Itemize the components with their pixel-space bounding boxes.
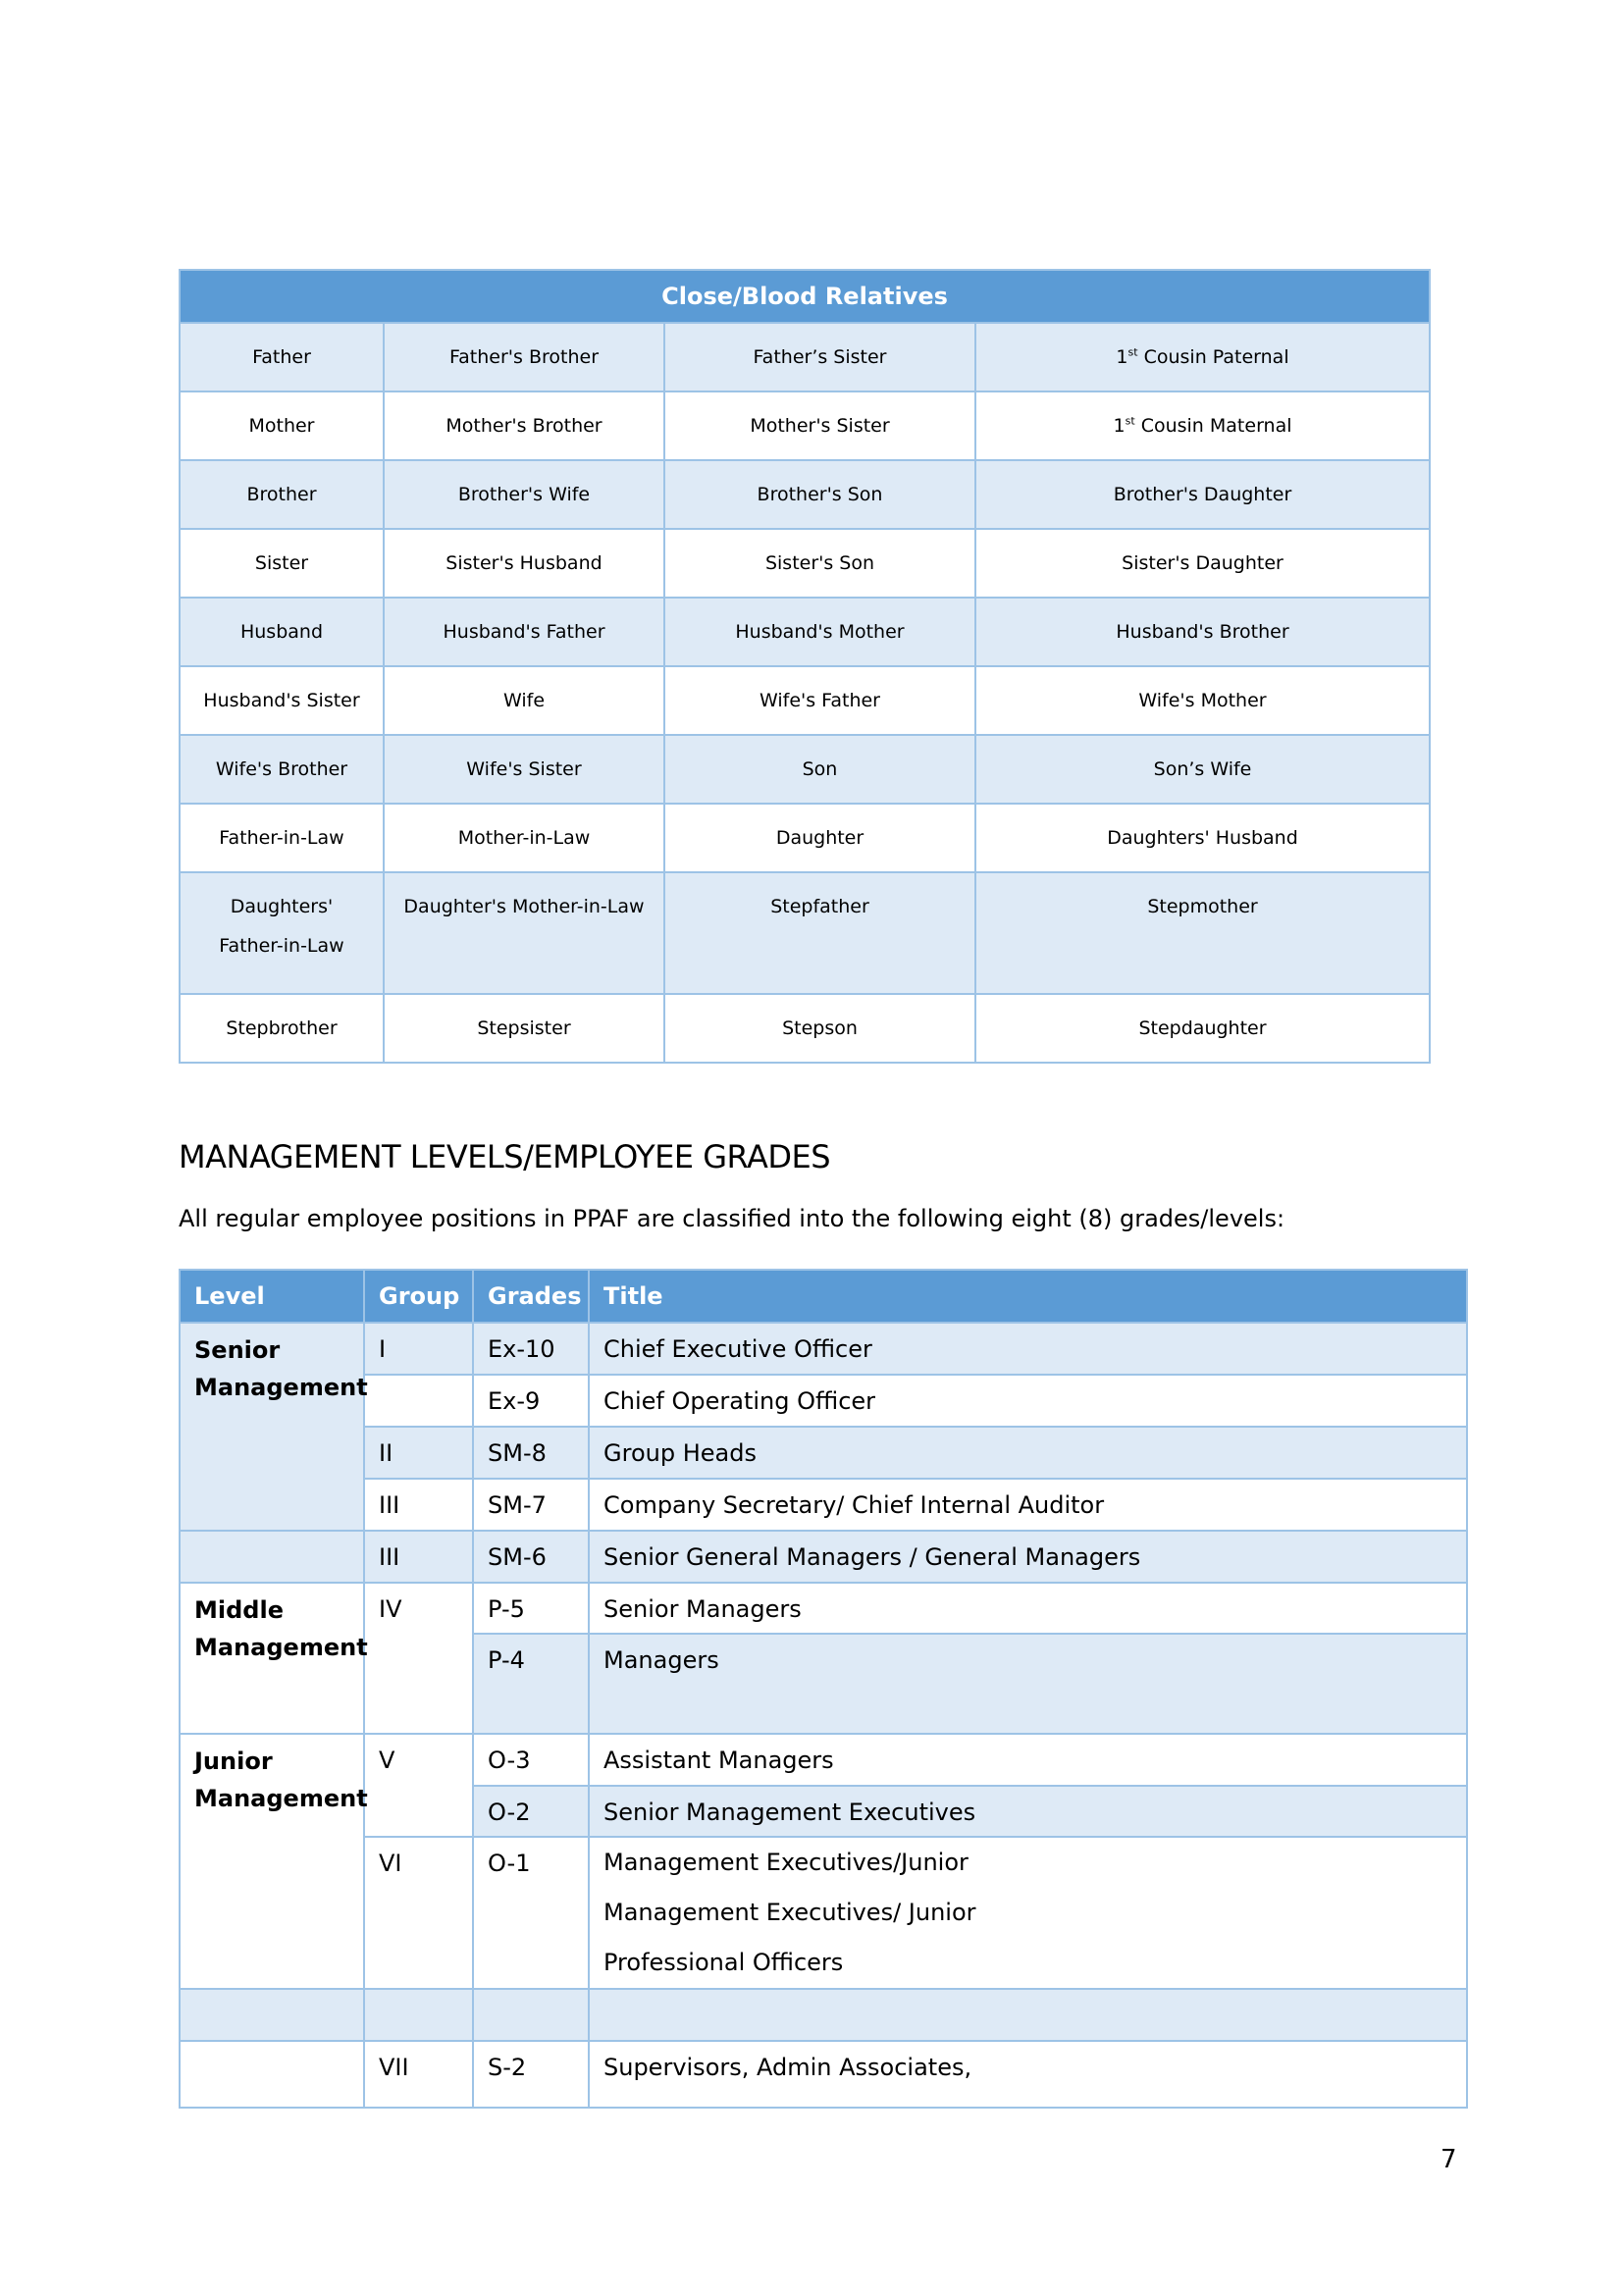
- table-cell: [975, 391, 1430, 460]
- table-header-row: [180, 1270, 1467, 1323]
- level-label: Management: [194, 1374, 368, 1401]
- title-line: Professional Officers: [603, 1949, 844, 1976]
- table-cell: Father's Brother: [384, 323, 664, 391]
- superscript: st: [1125, 414, 1135, 428]
- column-header-group: Group: [364, 1270, 473, 1323]
- table-cell: Sister's Son: [664, 529, 975, 598]
- table-cell: Mother-in-Law: [384, 804, 664, 872]
- table-cell: Husband's Father: [384, 598, 664, 666]
- group-cell: V: [364, 1734, 473, 1837]
- table-cell: Stepbrother: [180, 994, 384, 1063]
- page-number: 7: [1441, 2145, 1457, 2174]
- table-cell: Stepmother: [975, 872, 1430, 994]
- title-cell: Group Heads: [589, 1427, 1467, 1479]
- table-cell: [180, 872, 384, 994]
- table-row: [180, 804, 1430, 872]
- title-cell: Chief Executive Officer: [589, 1323, 1467, 1375]
- title-cell: Supervisors, Admin Associates,: [589, 2041, 1467, 2108]
- title-cell: Managers: [589, 1634, 1467, 1734]
- table-row: [180, 598, 1430, 666]
- table-row: [180, 1531, 1467, 1583]
- level-label: Management: [194, 1634, 368, 1661]
- grade-cell: SM-8: [473, 1427, 589, 1479]
- title-line: Management Executives/ Junior: [603, 1899, 976, 1926]
- level-cell-senior: [180, 1323, 368, 1531]
- table-cell: [975, 323, 1430, 391]
- intro-paragraph: All regular employee positions in PPAF are classified into the following eight (8) grades/levels:: [179, 1205, 1285, 1232]
- level-cell: [180, 1989, 364, 2041]
- grade-cell: SM-7: [473, 1479, 589, 1531]
- group-cell: II: [364, 1427, 473, 1479]
- level-cell-junior: [180, 1734, 368, 1989]
- table-row: [180, 2041, 1467, 2108]
- table-cell: Son’s Wife: [975, 735, 1430, 804]
- table-row: [180, 994, 1430, 1063]
- grade-cell: Ex-9: [473, 1375, 589, 1427]
- grade-cell: P-4: [473, 1634, 589, 1734]
- grade-cell: O-2: [473, 1786, 589, 1837]
- table-cell: Husband's Sister: [180, 666, 384, 735]
- table-cell: Mother: [180, 391, 384, 460]
- table-cell: Daughter's Mother-in-Law: [384, 872, 664, 994]
- table-cell: Stepson: [664, 994, 975, 1063]
- table-cell: Wife: [384, 666, 664, 735]
- grade-cell: O-3: [473, 1734, 589, 1786]
- table-row: [180, 1734, 1467, 1786]
- cell-text: Cousin Maternal: [1134, 415, 1292, 437]
- table-cell: Stepdaughter: [975, 994, 1430, 1063]
- table-cell: Brother's Wife: [384, 460, 664, 529]
- table-cell: Brother's Daughter: [975, 460, 1430, 529]
- grade-cell: Ex-10: [473, 1323, 589, 1375]
- grade-cell: P-5: [473, 1583, 589, 1634]
- cell-text: 1: [1116, 346, 1128, 368]
- title-line: Management Executives/Junior: [603, 1849, 969, 1876]
- table-cell: Father-in-Law: [180, 804, 384, 872]
- table-cell: Mother's Brother: [384, 391, 664, 460]
- title-cell: Senior Managers: [589, 1583, 1467, 1634]
- title-cell: [589, 1989, 1467, 2041]
- level-cell: [180, 1531, 364, 1583]
- group-cell: III: [364, 1531, 473, 1583]
- cell-text: Cousin Paternal: [1137, 346, 1289, 368]
- level-label: Senior: [194, 1336, 281, 1364]
- table-row: [180, 529, 1430, 598]
- table-cell: Brother: [180, 460, 384, 529]
- relatives-table: [179, 269, 1431, 1064]
- table-cell: Wife's Brother: [180, 735, 384, 804]
- table-cell: Stepfather: [664, 872, 975, 994]
- grade-cell: [473, 1989, 589, 2041]
- title-cell: Company Secretary/ Chief Internal Auditor: [589, 1479, 1467, 1531]
- table-cell: Daughters' Husband: [975, 804, 1430, 872]
- table-row: [180, 735, 1430, 804]
- grade-cell: S-2: [473, 2041, 589, 2108]
- table-cell: Stepsister: [384, 994, 664, 1063]
- table-row: [180, 1323, 1467, 1375]
- column-header-title: Title: [589, 1270, 1467, 1323]
- table-row: [180, 1837, 1467, 1989]
- table-cell: Father: [180, 323, 384, 391]
- table-row: [180, 1427, 1467, 1479]
- cell-text: 1: [1113, 415, 1126, 437]
- group-cell: IV: [364, 1583, 473, 1734]
- title-cell: Chief Operating Officer: [589, 1375, 1467, 1427]
- group-cell: III: [364, 1479, 473, 1531]
- table-cell: Husband's Mother: [664, 598, 975, 666]
- table-cell: Wife's Sister: [384, 735, 664, 804]
- table-row: [180, 460, 1430, 529]
- group-cell: [364, 1989, 473, 2041]
- grade-cell: O-1: [473, 1837, 589, 1989]
- superscript: st: [1127, 345, 1138, 359]
- table-cell: Daughter: [664, 804, 975, 872]
- table-cell: Father’s Sister: [664, 323, 975, 391]
- grade-cell: SM-6: [473, 1531, 589, 1583]
- title-cell: Senior General Managers / General Managers: [589, 1531, 1467, 1583]
- table-row: [180, 666, 1430, 735]
- table-row: [180, 1479, 1467, 1531]
- table-row: [180, 1583, 1467, 1634]
- level-cell: [180, 2041, 364, 2108]
- cell-text: Daughters': [230, 896, 334, 917]
- level-label: Management: [194, 1785, 368, 1812]
- table-row: [180, 872, 1430, 994]
- group-cell: VI: [364, 1837, 473, 1989]
- table-cell: Wife's Father: [664, 666, 975, 735]
- section-heading: MANAGEMENT LEVELS/EMPLOYEE GRADES: [179, 1138, 831, 1175]
- title-cell: Senior Management Executives: [589, 1786, 1467, 1837]
- table-cell: Mother's Sister: [664, 391, 975, 460]
- group-cell: VII: [364, 2041, 473, 2108]
- table-cell: Son: [664, 735, 975, 804]
- group-cell: I: [364, 1323, 473, 1375]
- table-cell: Wife's Mother: [975, 666, 1430, 735]
- table-cell: Sister: [180, 529, 384, 598]
- level-label: Middle: [194, 1596, 284, 1624]
- level-cell-middle: [180, 1583, 368, 1734]
- table-row: [180, 1989, 1467, 2041]
- table-row: [180, 1375, 1467, 1427]
- column-header-level: Level: [180, 1270, 364, 1323]
- table-cell: Husband: [180, 598, 384, 666]
- table-cell: Sister's Daughter: [975, 529, 1430, 598]
- table-cell: Sister's Husband: [384, 529, 664, 598]
- table-row: [180, 323, 1430, 391]
- table-cell: Husband's Brother: [975, 598, 1430, 666]
- table-row: [180, 391, 1430, 460]
- title-cell: Assistant Managers: [589, 1734, 1467, 1786]
- cell-text: Father-in-Law: [219, 935, 344, 957]
- relatives-table-title: Close/Blood Relatives: [180, 270, 1430, 323]
- table-cell: Brother's Son: [664, 460, 975, 529]
- column-header-grades: Grades: [473, 1270, 589, 1323]
- group-cell: [364, 1375, 473, 1427]
- level-label: Junior: [194, 1747, 273, 1775]
- grades-table: [179, 1269, 1468, 2109]
- title-cell: [589, 1837, 1467, 1989]
